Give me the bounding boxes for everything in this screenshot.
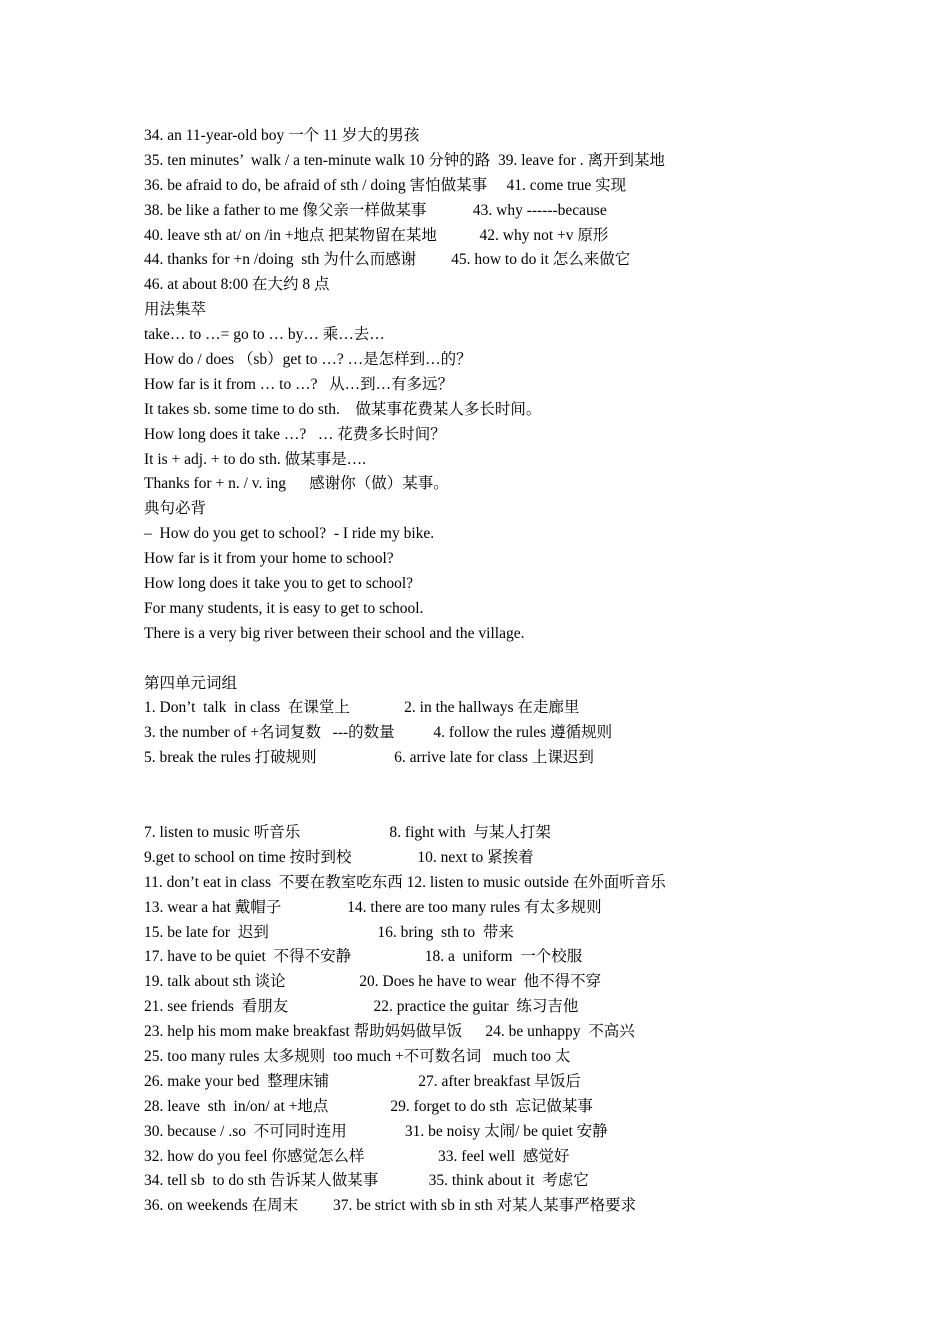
text-line: It takes sb. some time to do sth. 做某事花费某人多长时间。 <box>144 400 542 418</box>
text-line: 5. break the rules 打破规则 6. arrive late for class 上课迟到 <box>144 749 594 767</box>
spacer <box>144 647 924 672</box>
text-line: There is a very big river between their school and the village. <box>144 624 525 642</box>
spacer <box>144 771 924 796</box>
text-line: It is + adj. + to do sth. 做某事是…. <box>144 450 366 468</box>
text-line: 36. on weekends 在周末 37. be strict with sb in sth 对某人某事严格要求 <box>144 1197 637 1215</box>
text-line: How do / does （sb）get to …? …是怎样到…的？ <box>144 351 472 369</box>
text-line: How far is it from your home to school? <box>144 550 394 568</box>
spacer <box>144 796 924 821</box>
text-line: 30. because / .so 不可同时连用 31. be noisy 太闹/ be quiet 安静 <box>144 1122 608 1140</box>
text-line: 44. thanks for +n /doing sth 为什么而感谢 45. how to do it 怎么来做它 <box>144 251 631 269</box>
text-line: 32. how do you feel 你感觉怎么样 33. feel well 感觉好 <box>144 1147 570 1165</box>
text-line: 13. wear a hat 戴帽子 14. there are too many rules 有太多规则 <box>144 898 602 916</box>
text-line: 34. an 11-year-old boy 一个 11 岁大的男孩 <box>144 127 420 144</box>
text-line: 36. be afraid to do, be afraid of sth / doing 害怕做某事 41. come true 实现 <box>144 176 627 194</box>
text-line: 9.get to school on time 按时到校 10. next to 紧挨着 <box>144 848 534 866</box>
text-line: 26. make your bed 整理床铺 27. after breakfast 早饭后 <box>144 1072 581 1090</box>
usage-section <box>144 298 924 497</box>
document-page <box>144 124 924 1219</box>
text-line: How far is it from … to …? 从…到…有多远？ <box>144 375 454 393</box>
text-line: 35. ten minutes’ walk / a ten-minute walk 10 分钟的路 39. leave for . 离开到某地 <box>144 151 666 169</box>
text-line: 7. listen to music 听音乐 8. fight with 与某人打架 <box>144 823 551 841</box>
text-line: 38. be like a father to me 像父亲一样做某事 43. why ------because <box>144 201 607 219</box>
sentences-section <box>144 497 924 646</box>
text-line: 28. leave sth in/on/ at +地点 29. forget to do sth 忘记做某事 <box>144 1097 593 1115</box>
text-line: Thanks for + n. / v. ing 感谢你（做）某事。 <box>144 475 449 493</box>
text-line: take… to …= go to … by… 乘…去… <box>144 326 385 344</box>
unit4-section <box>144 672 924 1220</box>
text-line: 46. at about 8:00 在大约 8 点 <box>144 276 330 294</box>
text-line: 15. be late for 迟到 16. bring sth to 带来 <box>144 923 514 941</box>
section-a <box>144 124 924 298</box>
text-line: 23. help his mom make breakfast 帮助妈妈做早饭 24. be unhappy 不高兴 <box>144 1023 635 1041</box>
text-line: 3. the number of +名词复数 ---的数量 4. follow the rules 遵循规则 <box>144 724 613 742</box>
text-line: 19. talk about sth 谈论 20. Does he have to wear 他不得不穿 <box>144 973 602 991</box>
section-heading: 第四单元词组 <box>144 674 238 692</box>
text-line: 1. Don’t talk in class 在课堂上 2. in the hallways 在走廊里 <box>144 699 580 717</box>
text-line: 34. tell sb to do sth 告诉某人做某事 35. think about it 考虑它 <box>144 1172 589 1190</box>
text-line: 17. have to be quiet 不得不安静 18. a uniform 一个校服 <box>144 948 583 966</box>
text-line: For many students, it is easy to get to school. <box>144 599 424 617</box>
text-line: How long does it take …? … 花费多长时间？ <box>144 425 446 443</box>
text-line: 11. don’t eat in class 不要在教室吃东西 12. listen to music outside 在外面听音乐 <box>144 873 666 891</box>
text-line: How long does it take you to get to school? <box>144 575 414 593</box>
section-heading: 用法集萃 <box>144 301 207 319</box>
text-line: 40. leave sth at/ on /in +地点 把某物留在某地 42. why not +v 原形 <box>144 226 609 244</box>
text-line: 25. too many rules 太多规则 too much +不可数名词 much too 太 <box>144 1047 571 1065</box>
text-line: 21. see friends 看朋友 22. practice the guitar 练习吉他 <box>144 998 579 1016</box>
text-line: – How do you get to school? - I ride my bike. <box>144 525 435 543</box>
section-heading: 典句必背 <box>144 500 207 518</box>
